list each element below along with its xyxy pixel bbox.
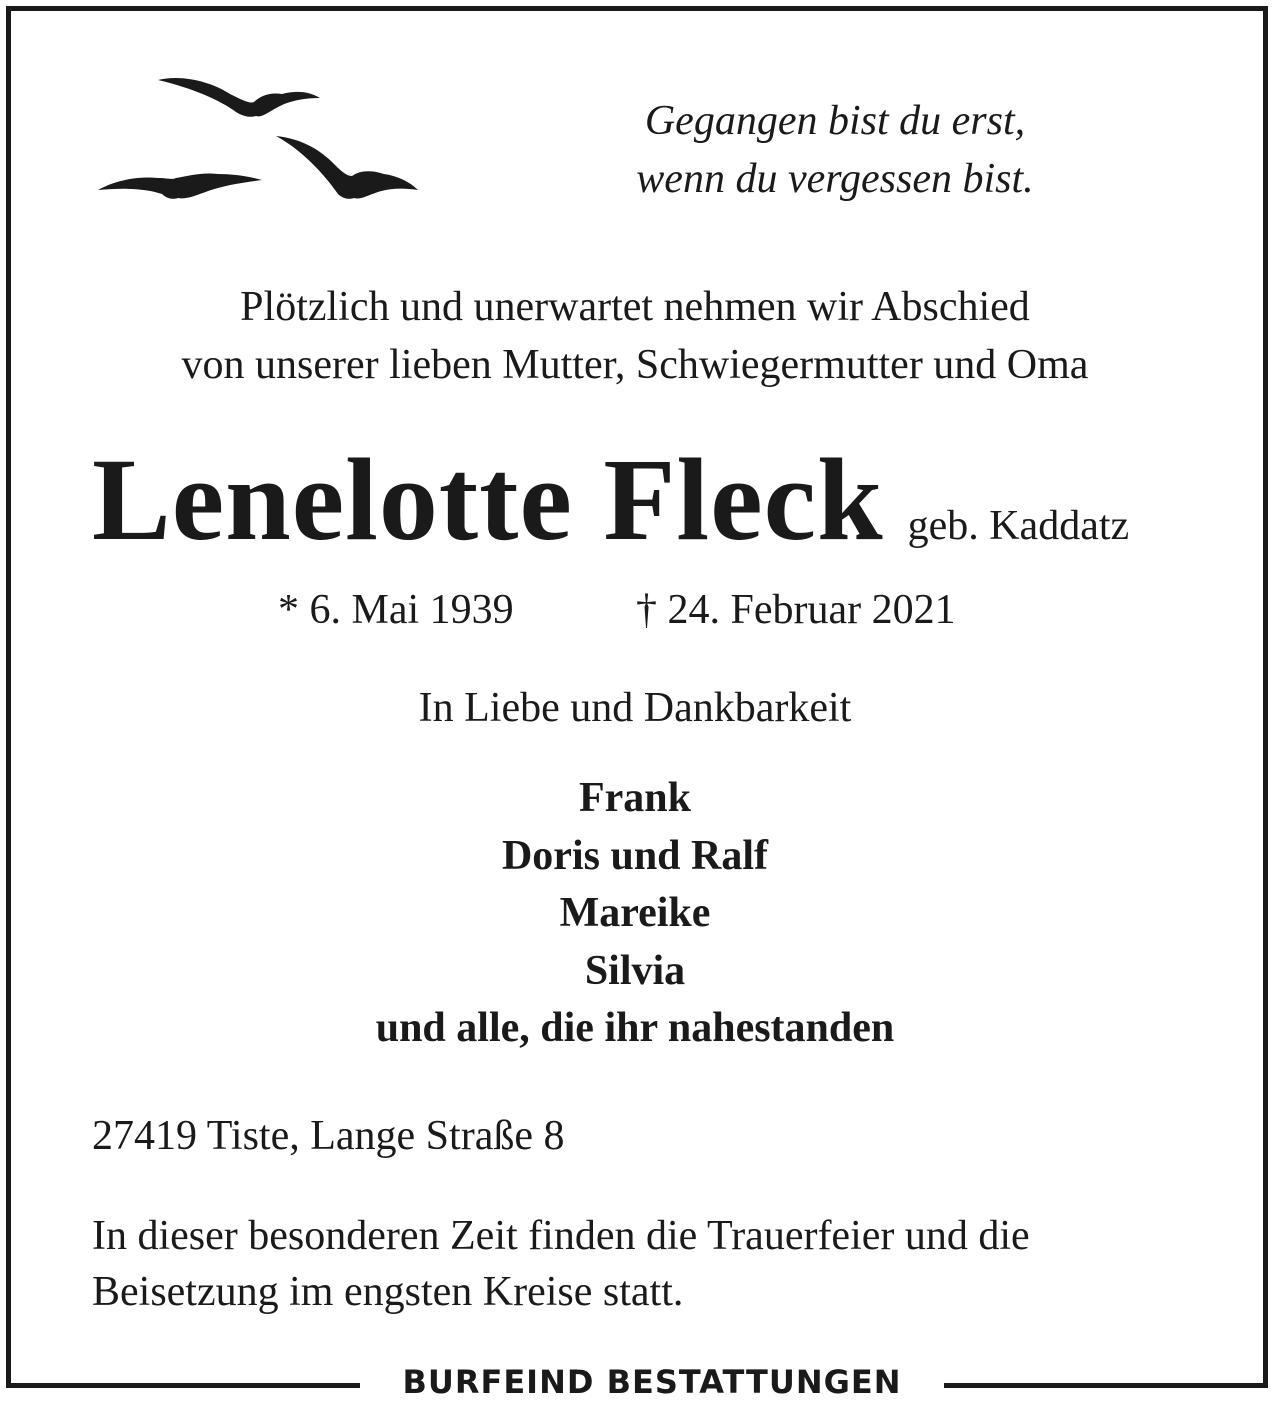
- bird-left: [98, 173, 262, 198]
- family-member: und alle, die ihr nahestanden: [375, 1005, 895, 1051]
- bird-right: [276, 136, 418, 199]
- death-date: † 24. Februar 2021: [636, 587, 956, 633]
- funeral-home-name: BURFEIND BESTATTUNGEN: [402, 1363, 902, 1401]
- notice-line-2: Beisetzung im engsten Kreise statt.: [92, 1269, 684, 1315]
- motto: [540, 92, 1130, 208]
- motto-line-1: Gegangen bist du erst,: [644, 98, 1026, 144]
- frame-bottom-rule-right: [944, 1383, 1268, 1388]
- frame-bottom-rule-left: [6, 1383, 360, 1388]
- family-member: Frank: [578, 775, 691, 821]
- intro-text: [0, 278, 1270, 394]
- family-member: Doris und Ralf: [501, 832, 769, 879]
- notice-line-1: In dieser besonderen Zeit finden die Trauerfeier und die: [92, 1213, 1030, 1259]
- family-member: Mareike: [559, 890, 711, 936]
- deceased-name-line: [92, 432, 1129, 568]
- thanks-line: In Liebe und Dankbarkeit: [418, 685, 852, 731]
- deceased-name: Lenelotte Fleck: [92, 434, 884, 565]
- family-member: Silvia: [584, 947, 686, 994]
- birth-date: * 6. Mai 1939: [278, 587, 514, 633]
- intro-line-1: Plötzlich und unerwartet nehmen wir Abschied: [240, 284, 1030, 330]
- bird-top: [158, 78, 320, 117]
- funeral-notice: [92, 1208, 1212, 1320]
- flying-birds-icon: [92, 60, 452, 220]
- motto-line-2: wenn du vergessen bist.: [636, 156, 1034, 202]
- maiden-name: geb. Kaddatz: [907, 503, 1130, 549]
- intro-line-2: von unserer lieben Mutter, Schwiegermutter und Oma: [181, 342, 1089, 388]
- family-list: [0, 770, 1270, 1058]
- address: 27419 Tiste, Lange Straße 8: [92, 1113, 565, 1159]
